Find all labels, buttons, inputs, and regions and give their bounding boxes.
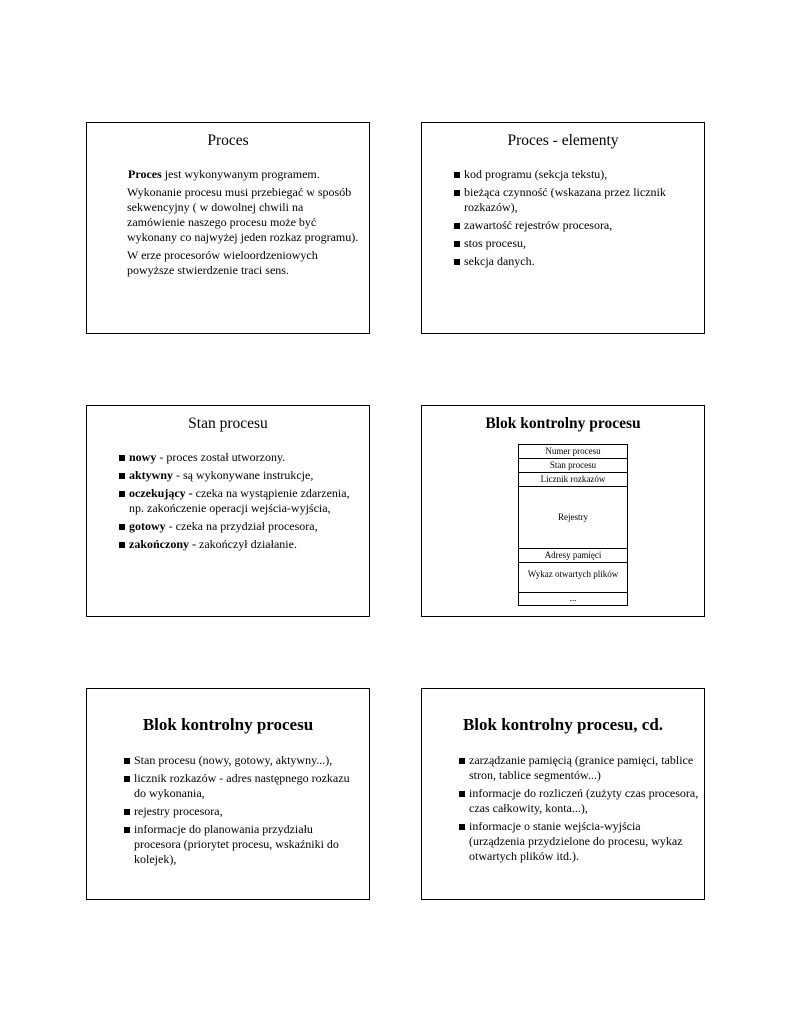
list-item: zawartość rejestrów procesora, (454, 218, 694, 233)
list-item: zakończony - zakończył działanie. (119, 537, 359, 552)
slide-body (459, 753, 699, 867)
bullet-square-icon (459, 824, 465, 830)
bullet-square-icon (124, 809, 130, 815)
slide-body (124, 753, 360, 870)
list-item: informacje do planowania przydziału procesora (priorytet procesu, wskaźniki do kolejek), (124, 822, 360, 867)
bullet-square-icon (459, 758, 465, 764)
paragraph: W erze procesorów wieloordzeniowych powyższe stwierdzenie traci sens. (127, 248, 318, 277)
paragraph: Proces jest wykonywanym programem. (128, 167, 320, 181)
list-item: informacje o stanie wejścia-wyjścia (urządzenia przydzielone do procesu, wykaz otwartych plików itd.). (459, 819, 699, 864)
pcb-cell: ... (569, 593, 577, 603)
slide-blok-kontrolny (86, 688, 370, 900)
pcb-cell: Rejestry (519, 487, 627, 549)
pcb-cell: Numer procesu (519, 445, 627, 459)
pcb-cell: Licznik rozkazów (519, 473, 627, 487)
bullet-square-icon (119, 491, 125, 497)
slide-body (454, 167, 694, 272)
pcb-cell: Wykaz otwartych plików (519, 563, 627, 593)
list-item: sekcja danych. (454, 254, 694, 269)
bullet-square-icon (119, 473, 125, 479)
pcb-cell: Stan procesu (519, 459, 627, 473)
list-item: rejestry procesora, (124, 804, 360, 819)
slide-title: Blok kontrolny procesu (142, 715, 314, 734)
bullet-square-icon (454, 223, 460, 229)
list-item: nowy - proces został utworzony. (119, 450, 359, 465)
slide-blok-kontrolny-cd (421, 688, 705, 900)
slide-title: Proces (207, 132, 249, 149)
list-item: licznik rozkazów - adres następnego rozkazu do wykonania, (124, 771, 360, 801)
slide-proces-elementy (421, 122, 705, 334)
slide-title: Blok kontrolny procesu (485, 415, 641, 432)
list-item: aktywny - są wykonywane instrukcje, (119, 468, 359, 483)
list-item: gotowy - czeka na przydział procesora, (119, 519, 359, 534)
list-item: informacje do rozliczeń (zużyty czas procesora, czas całkowity, konta...), (459, 786, 699, 816)
bullet-square-icon (119, 455, 125, 461)
list-item: bieżąca czynność (wskazana przez licznik rozkazów), (454, 185, 694, 215)
slide-title: Stan procesu (188, 415, 268, 432)
bullet-square-icon (124, 776, 130, 782)
pcb-diagram (518, 444, 628, 606)
slide-title: Blok kontrolny procesu, cd. (462, 715, 664, 734)
bullet-square-icon (454, 259, 460, 265)
bullet-square-icon (119, 542, 125, 548)
list-item: stos procesu, (454, 236, 694, 251)
paragraph: Wykonanie procesu musi przebiegać w sposób sekwencyjny ( w dowolnej chwili na zamówienie naszego procesu może być wykonany co najwyżej jeden rozkaz programu). (127, 185, 359, 244)
list-item: kod programu (sekcja tekstu), (454, 167, 694, 182)
bullet-square-icon (124, 827, 130, 833)
bullet-square-icon (454, 172, 460, 178)
slide-body (127, 167, 359, 281)
bullet-square-icon (454, 241, 460, 247)
bullet-square-icon (454, 190, 460, 196)
slide-proces (86, 122, 370, 334)
slide-stan-procesu (86, 405, 370, 617)
bullet-square-icon (459, 791, 465, 797)
pcb-cell: Adresy pamięci (519, 549, 627, 563)
list-item: Stan procesu (nowy, gotowy, aktywny...), (124, 753, 360, 768)
bullet-square-icon (124, 758, 130, 764)
bullet-square-icon (119, 524, 125, 530)
slide-blok-kontrolny-diagram (421, 405, 705, 617)
list-item: oczekujący - czeka na wystąpienie zdarzenia, np. zakończenie operacji wejścia-wyjścia, (119, 486, 359, 516)
list-item: zarządzanie pamięcią (granice pamięci, tablice stron, tablice segmentów...) (459, 753, 699, 783)
slide-title: Proces - elementy (507, 132, 619, 149)
slide-body (119, 450, 359, 555)
